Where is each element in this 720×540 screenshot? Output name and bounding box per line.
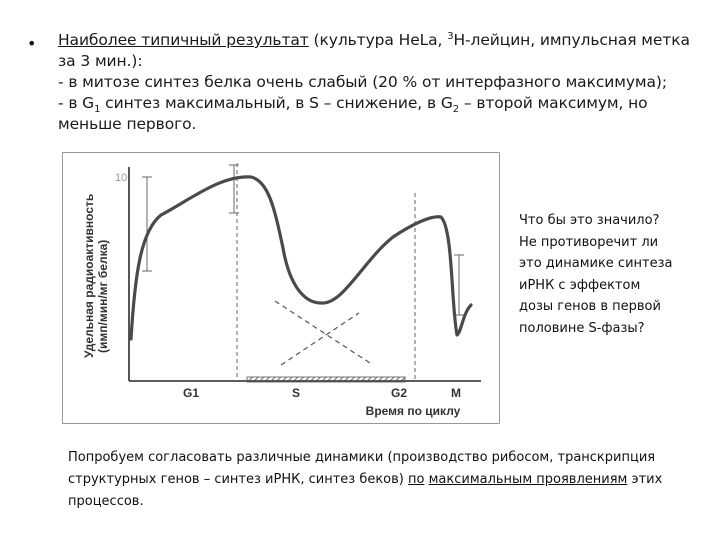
isotope-superscript: 3 <box>447 30 454 42</box>
protein-synthesis-figure <box>62 152 500 424</box>
side-note-line: Не противоречит ли <box>519 234 659 250</box>
phase-label-s: S <box>291 386 301 400</box>
error-bar-start <box>142 177 152 271</box>
synthesis-curve <box>131 177 471 339</box>
bullet-rest-1: (культура HeLa, <box>308 31 448 49</box>
ylabel-line1: Удельная радиоактивность <box>82 193 96 358</box>
bottom-note-tail: этих процессов. <box>68 472 663 509</box>
figure-graphic <box>63 153 501 425</box>
dashed-rise-extrapolation <box>281 313 359 365</box>
bullet-line-3a: - в G <box>58 94 95 112</box>
side-note-line: Что бы это значило? <box>519 213 660 228</box>
side-note-line: половине S-фазы? <box>519 320 645 336</box>
side-note-line: дозы генов в первой <box>519 299 661 314</box>
side-note-line: иРНК с эффектом <box>519 277 641 293</box>
bullet-line-3b: синтез максимальный, в S – снижение, в G <box>100 94 453 112</box>
bottom-note <box>68 447 668 513</box>
side-note <box>519 210 699 339</box>
bullet-line-2: - в митозе синтез белка очень слабый (20 % от интерфазного максимума); <box>58 73 667 91</box>
ylabel-line2: (имп/мин/мг белка) <box>96 239 110 353</box>
bullet-text <box>58 30 708 135</box>
g1-subscript: 1 <box>94 104 101 116</box>
bullet-line-3c: – второй максимум, но меньше первого. <box>58 94 648 133</box>
dashed-decline-extrapolation <box>275 301 373 365</box>
bullet-heading: Наиболее типичный результат <box>58 31 309 49</box>
s-phase-bar <box>247 377 405 382</box>
bottom-note-underlined-po: по <box>408 472 425 487</box>
phase-label-g1: G1 <box>182 386 200 400</box>
bullet-marker: • <box>27 34 37 53</box>
phase-label-g2: G2 <box>390 386 408 400</box>
g2-subscript: 2 <box>452 104 460 116</box>
error-bar-m <box>454 255 464 315</box>
side-note-line: это динамике синтеза <box>519 256 673 271</box>
xlabel: Время по циклу <box>365 404 461 418</box>
phase-label-m: M <box>451 386 461 400</box>
bottom-note-text: Попробуем согласовать различные динамики (производство рибосом, транскрипция структурных генов – синтез иРНК, синтез беков) <box>68 450 656 487</box>
bottom-note-underlined-max: максимальным проявлениям <box>428 472 628 487</box>
bullet-rest-2: H-лейцин, импульсная метка за 3 мин.): <box>58 31 690 70</box>
ytick-top: 10 <box>115 172 128 184</box>
